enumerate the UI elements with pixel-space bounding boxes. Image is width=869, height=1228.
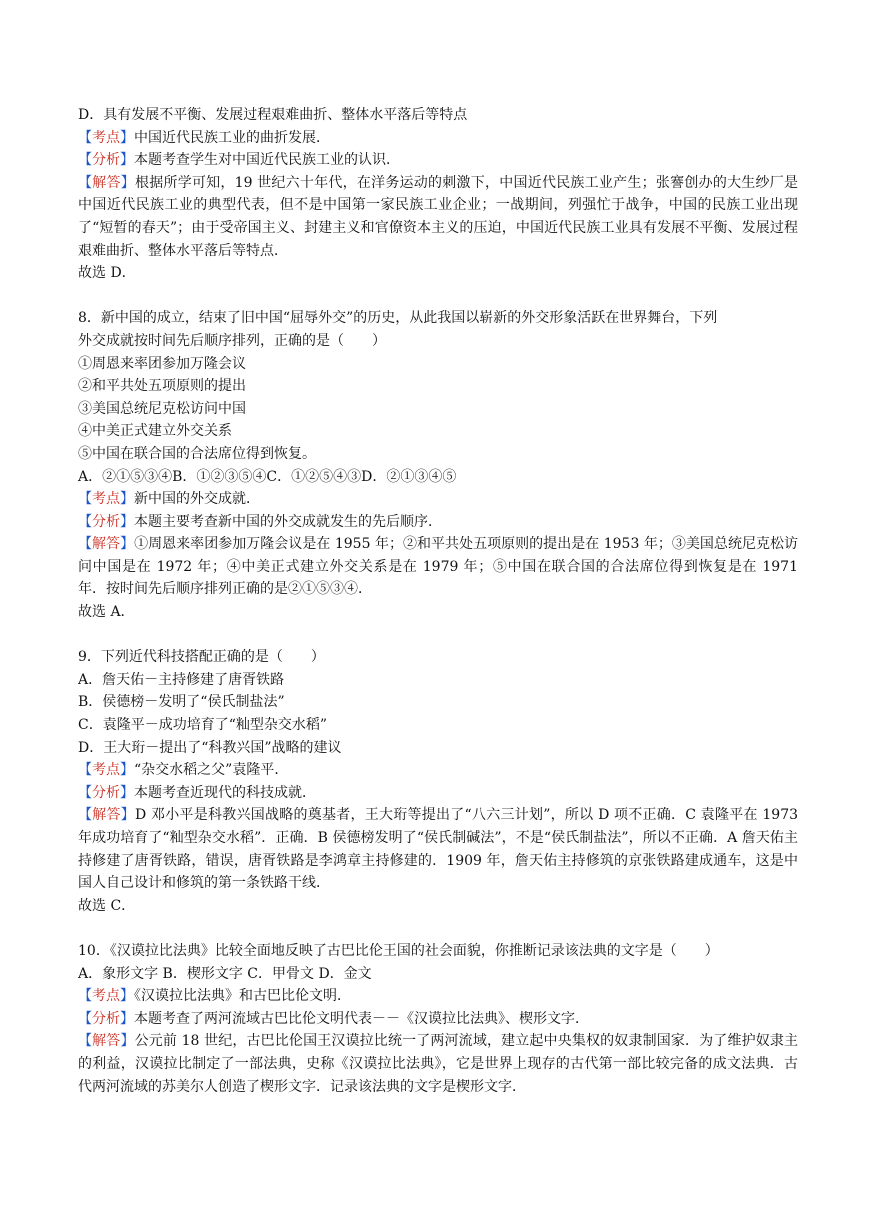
q9-option-c: C．袁隆平－成功培育了“籼型杂交水稻” bbox=[78, 717, 328, 734]
bracket-open: 【 bbox=[78, 174, 93, 191]
q8-stem-line-1: 8．新中国的成立，结束了旧中国“屈辱外交”的历史，从此我国以崭新的外交形象活跃在世界舞台，下列 bbox=[78, 310, 718, 327]
q8-jieda-text: ①周恩来率团参加万隆会议是在 1955 年；②和平共处五项原则的提出是在 1953 年；③美国总统尼克松访问中国是在 1972 年；④中美正式建立外交关系是在 1979 年；⑤中国在联合国的合法席位得到恢复是在 1971 年．按时间先后顺序排列正确的是②①⑤③④． bbox=[78, 536, 799, 598]
fenxi-label: 分析 bbox=[92, 513, 120, 530]
q9-fenxi-text: 本题考查近现代的科技成就． bbox=[134, 784, 316, 801]
q8-answer: 故选 A． bbox=[78, 604, 135, 621]
q8-item-3: ③美国总统尼克松访问中国 bbox=[78, 400, 246, 417]
q8-fenxi-text: 本题主要考查新中国的外交成就发生的先后顺序． bbox=[134, 513, 442, 530]
document-page bbox=[78, 104, 798, 1098]
bracket-close: 】 bbox=[120, 1010, 134, 1027]
q10-jieda-text: 公元前 18 世纪，古巴比伦国王汉谟拉比统一了两河流域，建立起中央集权的奴隶制国家．为了维护奴隶主的利益，汉谟拉比制定了一部法典，史称《汉谟拉比法典》，它是世界上现存的古代第一部比较完备的成文法典．古代两河流域的苏美尔人创造了楔形文字．记录该法典的文字是楔形文字． bbox=[78, 1033, 799, 1095]
q9-kaodian-text: “杂交水稻之父”袁隆平． bbox=[134, 762, 289, 779]
q7-kaodian-text: 中国近代民族工业的曲折发展． bbox=[134, 129, 330, 146]
question-8 bbox=[78, 307, 798, 623]
q8-options: A．②①⑤③④B．①②③⑤④C．①②⑤④③D．②①③④⑤ bbox=[78, 468, 457, 485]
q8-jieda bbox=[78, 533, 798, 601]
spacer bbox=[78, 285, 798, 308]
q8-kaodian-text: 新中国的外交成就． bbox=[134, 491, 260, 508]
bracket-open: 【 bbox=[78, 784, 92, 801]
q9-fenxi bbox=[78, 782, 798, 805]
question-10 bbox=[78, 940, 798, 1098]
bracket-open: 【 bbox=[78, 1033, 93, 1050]
q9-jieda bbox=[78, 804, 798, 894]
jieda-label: 解答 bbox=[92, 536, 121, 553]
kaodian-label: 考点 bbox=[92, 988, 120, 1005]
kaodian-label: 考点 bbox=[92, 491, 120, 508]
q8-item-5: ⑤中国在联合国的合法席位得到恢复。 bbox=[78, 445, 316, 462]
q10-jieda bbox=[78, 1030, 798, 1098]
bracket-open: 【 bbox=[78, 988, 92, 1005]
q10-fenxi-text: 本题考查了两河流域古巴比伦文明代表－－《汉谟拉比法典》、楔形文字． bbox=[134, 1010, 589, 1027]
bracket-open: 【 bbox=[78, 762, 92, 779]
q8-item-4: ④中美正式建立外交关系 bbox=[78, 423, 232, 440]
q9-kaodian bbox=[78, 759, 798, 782]
q7-kaodian bbox=[78, 127, 798, 150]
bracket-close: 】 bbox=[120, 174, 135, 191]
jieda-label: 解答 bbox=[92, 807, 121, 824]
jieda-label: 解答 bbox=[92, 174, 121, 191]
bracket-close: 】 bbox=[120, 988, 134, 1005]
q7-answer: 故选 D． bbox=[78, 265, 136, 282]
q7-option-d: D．具有发展不平衡、发展过程艰难曲折、整体水平落后等特点 bbox=[78, 107, 468, 123]
spacer bbox=[78, 917, 798, 940]
bracket-close: 】 bbox=[120, 152, 134, 169]
bracket-close: 】 bbox=[120, 762, 134, 779]
q10-kaodian bbox=[78, 985, 798, 1008]
bracket-open: 【 bbox=[78, 152, 92, 169]
bracket-open: 【 bbox=[78, 807, 93, 824]
q8-item-1: ①周恩来率团参加万隆会议 bbox=[78, 355, 246, 372]
q9-stem: 9．下列近代科技搭配正确的是（ ） bbox=[78, 649, 325, 666]
spacer bbox=[78, 624, 798, 647]
q8-stem-line-2: 外交成就按时间先后顺序排列，正确的是（ ） bbox=[78, 332, 386, 349]
fenxi-label: 分析 bbox=[92, 784, 120, 801]
q10-fenxi bbox=[78, 1008, 798, 1031]
bracket-open: 【 bbox=[78, 1010, 92, 1027]
fenxi-label: 分析 bbox=[92, 152, 120, 169]
q10-stem: 10．《汉谟拉比法典》比较全面地反映了古巴比伦王国的社会面貌，你推断记录该法典的文字是（ ） bbox=[78, 942, 719, 959]
q7-jieda-text: 根据所学可知，19 世纪六十年代，在洋务运动的刺激下，中国近代民族工业产生；张謇创办的大生纱厂是中国近代民族工业的典型代表，但不是中国第一家民族工业企业；一战期间，列强忙于战争，中国的民族工业出现了“短暂的春天”；由于受帝国主义、封建主义和官僚资本主义的压迫，中国近代民族工业具有发展不平衡、发展过程艰难曲折、整体水平落后等特点． bbox=[78, 174, 799, 259]
q7-fenxi-text: 本题考查学生对中国近代民族工业的认识． bbox=[134, 152, 400, 169]
q9-option-d: D．王大珩－提出了“科教兴国”战略的建议 bbox=[78, 739, 342, 756]
bracket-close: 】 bbox=[120, 807, 136, 824]
bracket-close: 】 bbox=[120, 1033, 135, 1050]
q10-options: A．象形文字 B．楔形文字 C．甲骨文 D．金文 bbox=[78, 965, 372, 982]
bracket-open: 【 bbox=[78, 491, 92, 508]
fenxi-label: 分析 bbox=[92, 1010, 120, 1027]
q9-answer: 故选 C． bbox=[78, 897, 136, 914]
bracket-open: 【 bbox=[78, 129, 92, 146]
kaodian-label: 考点 bbox=[92, 762, 120, 779]
q10-kaodian-text: 《汉谟拉比法典》和古巴比伦文明． bbox=[134, 988, 351, 1005]
bracket-close: 】 bbox=[120, 491, 134, 508]
q9-jieda-text: D 邓小平是科教兴国战略的奠基者，王大珩等提出了“八六三计划”，所以 D 项不正确．C 袁隆平在 1973 年成功培育了“籼型杂交水稻”．正确．B 侯德榜发明了“侯氏制碱法”，不是“侯氏制盐法”，所以不正确．A 詹天佑主持修建了唐胥铁路，错误，唐胥铁路是李鸿章主持修建的．1909 年，詹天佑主持修筑的京张铁路建成通车，这是中国人自己设计和修筑的第一条铁路干线． bbox=[78, 807, 799, 892]
jieda-label: 解答 bbox=[92, 1033, 121, 1050]
kaodian-label: 考点 bbox=[92, 129, 120, 146]
q8-fenxi bbox=[78, 511, 798, 534]
q9-option-b: B．侯德榜－发明了“侯氏制盐法” bbox=[78, 694, 285, 711]
q7-fenxi bbox=[78, 149, 798, 172]
q8-kaodian bbox=[78, 488, 798, 511]
bracket-open: 【 bbox=[78, 536, 93, 553]
bracket-close: 】 bbox=[120, 536, 135, 553]
bracket-close: 】 bbox=[120, 129, 134, 146]
bracket-close: 】 bbox=[120, 513, 134, 530]
question-7 bbox=[78, 104, 798, 285]
q9-option-a: A．詹天佑－主持修建了唐胥铁路 bbox=[78, 671, 285, 688]
q8-item-2: ②和平共处五项原则的提出 bbox=[78, 378, 246, 395]
question-9 bbox=[78, 646, 798, 917]
bracket-close: 】 bbox=[120, 784, 134, 801]
q7-jieda bbox=[78, 172, 798, 262]
bracket-open: 【 bbox=[78, 513, 92, 530]
